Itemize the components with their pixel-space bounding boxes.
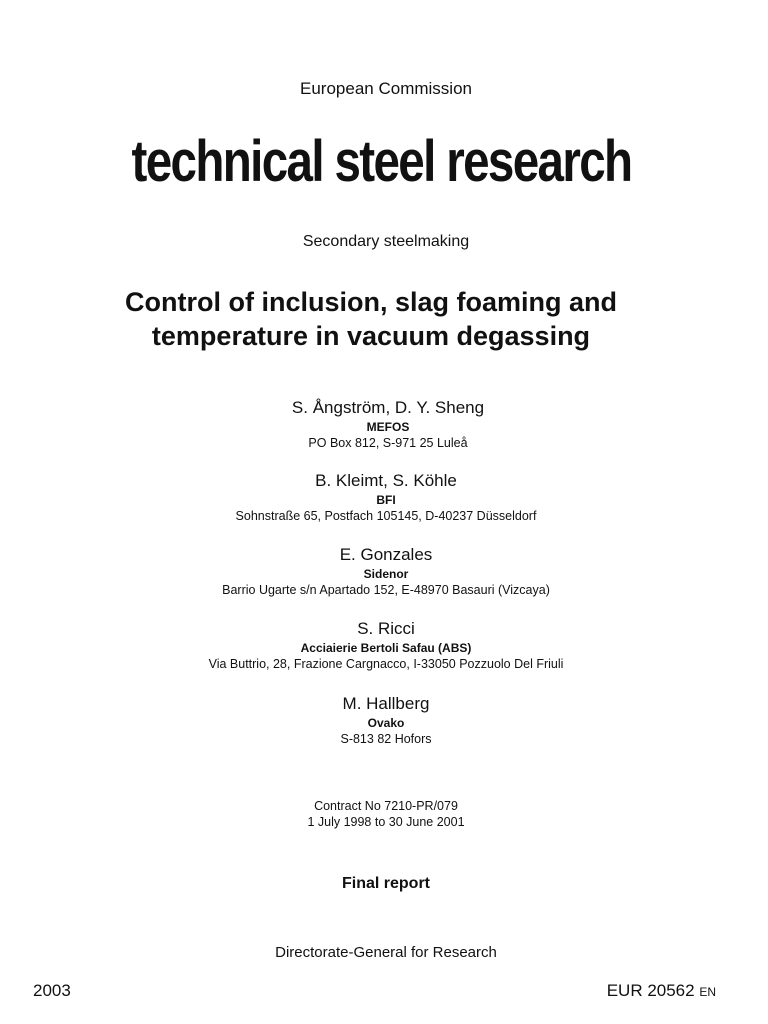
author-names: S. Ångström, D. Y. Sheng — [291, 398, 485, 417]
author-names: M. Hallberg — [342, 694, 430, 713]
report-type: Final report — [341, 875, 430, 892]
directorate: Directorate-General for Research — [275, 944, 497, 961]
author-address: Via Buttrio, 28, Frazione Cargnacco, I-33050 Pozzuolo Del Friuli — [208, 657, 564, 671]
author-names: B. Kleimt, S. Köhle — [315, 471, 457, 490]
series-title: technical steel research — [131, 129, 632, 194]
author-address: PO Box 812, S-971 25 Luleå — [308, 436, 468, 450]
author-address: Sohnstraße 65, Postfach 105145, D-40237 Düsseldorf — [235, 509, 537, 523]
author-address: Barrio Ugarte s/n Apartado 152, E-48970 Basauri (Vizcaya) — [222, 583, 550, 597]
contract-period: 1 July 1998 to 30 June 2001 — [307, 815, 465, 829]
author-organisation: Sidenor — [363, 567, 409, 581]
eur-reference — [607, 981, 716, 1001]
report-title — [0, 285, 755, 353]
publisher: European Commission — [300, 79, 472, 98]
author-address: S-813 82 Hofors — [340, 732, 432, 746]
author-block — [2, 544, 768, 598]
author-names: S. Ricci — [357, 619, 415, 638]
language-code: EN — [699, 985, 716, 999]
author-block — [4, 397, 768, 451]
report-title-line-1: Control of inclusion, slag foaming and — [125, 287, 617, 317]
author-names: E. Gonzales — [339, 545, 433, 564]
subject-area: Secondary steelmaking — [302, 233, 470, 250]
author-organisation: MEFOS — [366, 420, 410, 434]
author-organisation: Ovako — [367, 716, 405, 730]
contract-info — [2, 798, 768, 830]
publication-year: 2003 — [33, 981, 71, 1000]
author-block — [2, 618, 768, 672]
eur-number: EUR 20562 — [606, 981, 695, 1000]
author-organisation: Acciaierie Bertoli Safau (ABS) — [300, 641, 472, 655]
contract-number: Contract No 7210-PR/079 — [314, 799, 458, 813]
author-block — [2, 693, 768, 747]
report-title-line-2: temperature in vacuum degassing — [151, 321, 591, 351]
author-block — [2, 470, 768, 524]
author-organisation: BFI — [376, 493, 396, 507]
